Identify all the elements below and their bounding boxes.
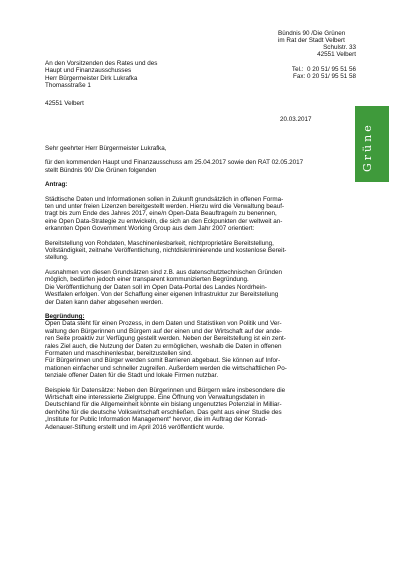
sender-block [278, 30, 345, 45]
text-line: tenziale offener Daten für die Stadt und lokale Firmen nutzbar. [45, 372, 219, 380]
intro-line: stellt Bündnis 90/ Die Grünen folgenden [45, 166, 157, 174]
contact-block [292, 66, 356, 81]
recipient-block [45, 60, 157, 90]
text-line: mationen einfacher und schneller zugreifen. Außerdem werden die wirtschaftlichen Po- [45, 364, 287, 372]
recipient-city: 42551 Velbert [45, 100, 84, 107]
letter-body [45, 145, 350, 438]
text-line: Städtische Daten und Informationen sollen in Zukunft grundsätzlich in offenen Forma- [45, 195, 284, 203]
paragraph-3 [45, 269, 350, 306]
paragraph-5 [45, 387, 350, 431]
text-line: Westfalen erfolgen. Von der Schaffung einer eigenen Infrastruktur zur Bereitstellung [45, 291, 279, 299]
street: Schulstr. 33 [323, 44, 356, 51]
recipient-line: An den Vorsitzenden des Rates und des [45, 60, 158, 67]
intro [45, 159, 350, 174]
paragraph-2 [45, 240, 350, 262]
text-line: Beispiele für Datensätze: Neben den Bürgerinnen und Bürgern wäre insbesondere die [45, 386, 286, 394]
text-line: „Institute for Public Information Management“ hervor, die im Auftrag der Konrad- [45, 416, 268, 424]
text-line: Formaten und maschinenlesbar, bereitzustellen sind. [45, 349, 193, 357]
text-line: Wirtschaft eine interessierte Zielgruppe. Eine Öffnung von Verwaltungsdaten in [45, 393, 265, 401]
logo-text: Grüne [361, 122, 374, 172]
sender-line: Bündnis 90 /Die Grünen [278, 30, 346, 37]
sender-address [317, 44, 356, 59]
text-line: Ausnahmen von diesen Grundsätzen sind z.B. aus datenschutztechnischen Gründen [45, 268, 282, 276]
text-line: denhöhe für die deutsche Volkswirtschaft erschließen. Das geht aus einer Studie des [45, 408, 282, 416]
text-line: ren Seite proaktiv zur Verfügung gestellt werden. Neben der Bereitstellung ist ein zent- [45, 335, 286, 343]
paragraph-4 [45, 320, 350, 379]
text-line: der Daten kann daher abgesehen werden. [45, 298, 163, 306]
paragraph-1 [45, 196, 350, 233]
fax: Fax: 0 20 51/ 95 51 58 [292, 73, 356, 81]
text-line: Bereitstellung von Rohdaten, Maschinenlesbarkeit, nichtproprietäre Bereitstellung, [45, 239, 274, 247]
text-line: Adenauer-Stiftung erstellt und im April 2016 veröffentlicht wurde. [45, 423, 225, 431]
begruendung-heading: Begründung: [45, 312, 85, 320]
letter-date: 20.03.2017 [280, 116, 312, 123]
postal-city: 42551 Velbert [317, 51, 356, 59]
text-line: stellung. [45, 254, 69, 262]
phone: Tel.: 0 20 51/ 95 51 56 [291, 66, 356, 73]
salutation: Sehr geehrter Herr Bürgermeister Lukrafka, [45, 145, 167, 152]
text-line: Vollständigkeit, zeitnahe Veröffentlichung, nichtdiskriminierende und kostenlose Bereit- [45, 247, 287, 255]
text-line: eine Open Data-Strategie zu entwickeln, die sich an den Eckpunkten der weltweit an- [45, 217, 283, 225]
text-line: Open Data steht für einen Prozess, in dem Daten und Statistiken von Politik und Ver- [45, 320, 282, 328]
recipient-line: Herr Bürgermeister Dirk Lukrafka [45, 74, 138, 82]
text-line: Die Veröffentlichung der Daten soll im Open Data-Portal des Landes Nordrhein- [45, 283, 267, 291]
text-line: ten und unter freien Lizenzen bereitgestellt werden. Hierzu wird die Verwaltung beauf- [45, 203, 285, 211]
recipient-line: Thomasstraße 1 [45, 82, 91, 90]
text-line: Für Bürgerinnen und Bürger werden somit Barrieren abgebaut. Sie können auf Infor- [45, 357, 281, 365]
text-line: erkannten Open Government Working Group aus dem Jahr 2007 orientiert: [45, 225, 255, 233]
text-line: waltung den Bürgerinnen und Bürgern auf der einen und der Wirtschaft auf der ande- [45, 327, 282, 335]
intro-line: für den kommenden Haupt und Finanzausschuss am 25.04.2017 sowie den RAT 02.05.2017 [45, 159, 304, 167]
recipient-line: Haupt und Finanzausschusses [45, 67, 132, 75]
text-line: rales Ziel auch, die Nutzung der Daten zu ermöglichen, weshalb die Daten in offenen [45, 342, 282, 350]
antrag-heading: Antrag: [45, 181, 68, 189]
text-line: möglich, bedürfen jedoch einer transparent kommunizierten Begründung. [45, 276, 249, 284]
text-line: Deutschland für die Allgemeinheit könnte ein bislang ungenutztes Potenzial in Milliar- [45, 401, 282, 409]
text-line: tragt bis zum Ende des Jahres 2017, eine/n Open-Data Beauftrage/n zu benennen, [45, 210, 277, 218]
sender-line: im Rat der Stadt Velbert [278, 37, 345, 45]
